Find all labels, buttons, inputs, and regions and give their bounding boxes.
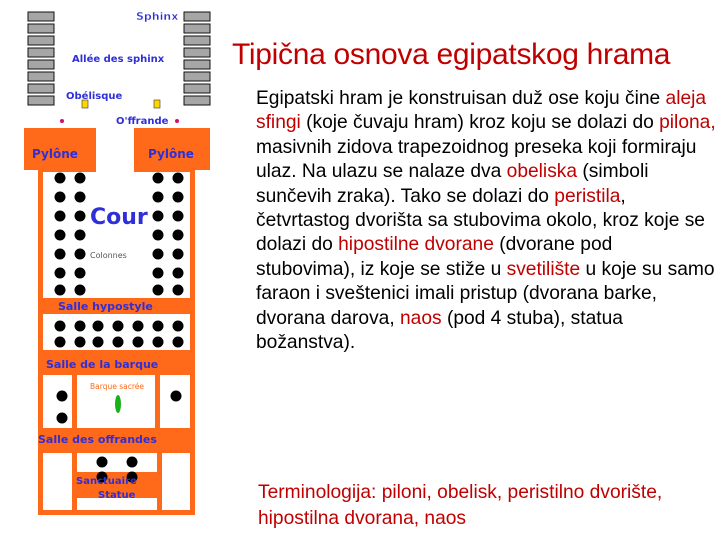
- sphinx-block: [28, 12, 54, 21]
- sphinx-block: [184, 24, 210, 33]
- column-dot: [153, 321, 164, 332]
- column-dot: [173, 173, 184, 184]
- sphinx-block: [184, 72, 210, 81]
- column-dot: [127, 457, 138, 468]
- column-dot: [75, 173, 86, 184]
- obelisk-right: [154, 100, 160, 108]
- column-dot: [57, 391, 68, 402]
- label-pylone-left: Pylône: [32, 147, 78, 161]
- highlighted-term: svetilište: [506, 258, 581, 280]
- label-sphinx: Sphinx: [136, 10, 179, 23]
- column-dot: [55, 173, 66, 184]
- highlighted-term: aleja sfingi: [256, 88, 707, 134]
- label-offrandes: Salle des offrandes: [38, 433, 157, 446]
- column-dot: [133, 337, 144, 348]
- label-allee: Allée des sphinx: [72, 54, 165, 65]
- label-obelisque: Obélisque: [66, 91, 123, 102]
- label-cour: Cour: [90, 205, 148, 230]
- sphinx-block: [184, 48, 210, 57]
- column-dot: [55, 211, 66, 222]
- sphinx-block: [184, 60, 210, 69]
- column-dot: [93, 337, 104, 348]
- offrande-dot-left: [60, 119, 64, 123]
- sanctuaire-side-right: [157, 453, 162, 513]
- temple-wall-right: [190, 170, 195, 515]
- sacred-barque-icon: [115, 395, 121, 413]
- column-dot: [153, 249, 164, 260]
- column-dot: [153, 268, 164, 279]
- column-dot: [55, 337, 66, 348]
- column-dot: [55, 192, 66, 203]
- temple-plan-diagram: [0, 0, 230, 540]
- column-dot: [55, 230, 66, 241]
- temple-wall-bottom: [38, 510, 195, 515]
- column-dot: [55, 268, 66, 279]
- highlighted-term: obeliska: [506, 161, 578, 183]
- column-dot: [153, 337, 164, 348]
- pylon-left-base: [38, 160, 96, 172]
- column-dot: [173, 268, 184, 279]
- sphinx-block: [184, 36, 210, 45]
- paragraph-text: masivnih zidova trapezoidnog preseka koji formiraju ulaz. Na ulazu se nalaze dva: [256, 136, 697, 183]
- paragraph-text: (koje čuvaju hram) kroz koju se dolazi do: [300, 112, 660, 134]
- column-dot: [173, 192, 184, 203]
- sphinx-block: [28, 96, 54, 105]
- column-dot: [75, 249, 86, 260]
- highlighted-term: hipostilne dvorane: [338, 234, 494, 256]
- pylon-right-base: [134, 160, 194, 172]
- column-dot: [153, 192, 164, 203]
- paragraph-text: u koje su samo faraon i sveštenici imali pristup (dvorana barke, dvorana darova,: [256, 258, 715, 329]
- column-dot: [75, 192, 86, 203]
- paragraph-text: Egipatski hram je konstruisan duž ose koju čine: [256, 88, 666, 109]
- column-dot: [75, 230, 86, 241]
- sphinx-block: [28, 84, 54, 93]
- offrande-dot-right: [175, 119, 179, 123]
- paragraph-text: (simboli sunčevih zraka). Tako se dolazi do: [256, 161, 649, 207]
- column-dot: [173, 337, 184, 348]
- column-dot: [57, 413, 68, 424]
- column-dot: [75, 337, 86, 348]
- label-hypostyle: Salle hypostyle: [58, 300, 153, 313]
- paragraph-text: , četvrtastog dvorišta sa stubovima okolo, kroz koje se dolazi do: [256, 185, 705, 256]
- column-dot: [173, 285, 184, 296]
- inner-wall-right: [155, 375, 160, 430]
- label-barque: Salle de la barque: [46, 358, 159, 371]
- column-dot: [75, 211, 86, 222]
- column-dot: [133, 321, 144, 332]
- column-dot: [75, 285, 86, 296]
- paragraph-text: (pod 4 stuba), statua božanstva).: [256, 307, 623, 354]
- label-sanctuaire: Sanctuaire: [76, 476, 137, 487]
- sphinx-block: [28, 72, 54, 81]
- column-dot: [75, 268, 86, 279]
- column-dot: [153, 173, 164, 184]
- label-pylone-right: Pylône: [148, 147, 194, 161]
- column-dot: [173, 230, 184, 241]
- paragraph-text: (dvorane pod stubovima), iz koje se stiže u: [256, 234, 613, 280]
- sphinx-block: [184, 84, 210, 93]
- label-offrande: O'ffrande: [116, 116, 169, 127]
- column-dot: [97, 457, 108, 468]
- inner-wall-left: [72, 375, 77, 430]
- column-dot: [153, 285, 164, 296]
- column-dot: [55, 321, 66, 332]
- slide-paragraph: [256, 87, 716, 355]
- highlighted-term: pilona,: [659, 112, 716, 134]
- sphinx-block: [28, 60, 54, 69]
- column-dot: [173, 321, 184, 332]
- column-dot: [173, 211, 184, 222]
- slide-title: Tipična osnova egipatskog hrama: [232, 38, 671, 71]
- terminology-line: Terminologija: piloni, obelisk, peristilno dvorište, hipostilna dvorana, naos: [258, 482, 663, 529]
- column-dot: [171, 391, 182, 402]
- sphinx-block: [28, 48, 54, 57]
- column-dot: [93, 321, 104, 332]
- label-statue: Statue: [98, 490, 136, 501]
- sphinx-block: [28, 24, 54, 33]
- column-dot: [113, 337, 124, 348]
- column-dot: [75, 321, 86, 332]
- column-dot: [55, 249, 66, 260]
- label-colonnes: Colonnes: [90, 251, 127, 260]
- column-dot: [113, 321, 124, 332]
- label-barque-sacree: Barque sacrée: [90, 382, 144, 391]
- highlighted-term: peristila: [554, 185, 621, 207]
- column-dot: [173, 249, 184, 260]
- column-dot: [55, 285, 66, 296]
- column-dot: [153, 230, 164, 241]
- sphinx-block: [28, 36, 54, 45]
- sphinx-block: [184, 96, 210, 105]
- column-dot: [153, 211, 164, 222]
- highlighted-term: naos: [400, 307, 442, 329]
- temple-wall-left: [38, 170, 43, 515]
- sphinx-block: [184, 12, 210, 21]
